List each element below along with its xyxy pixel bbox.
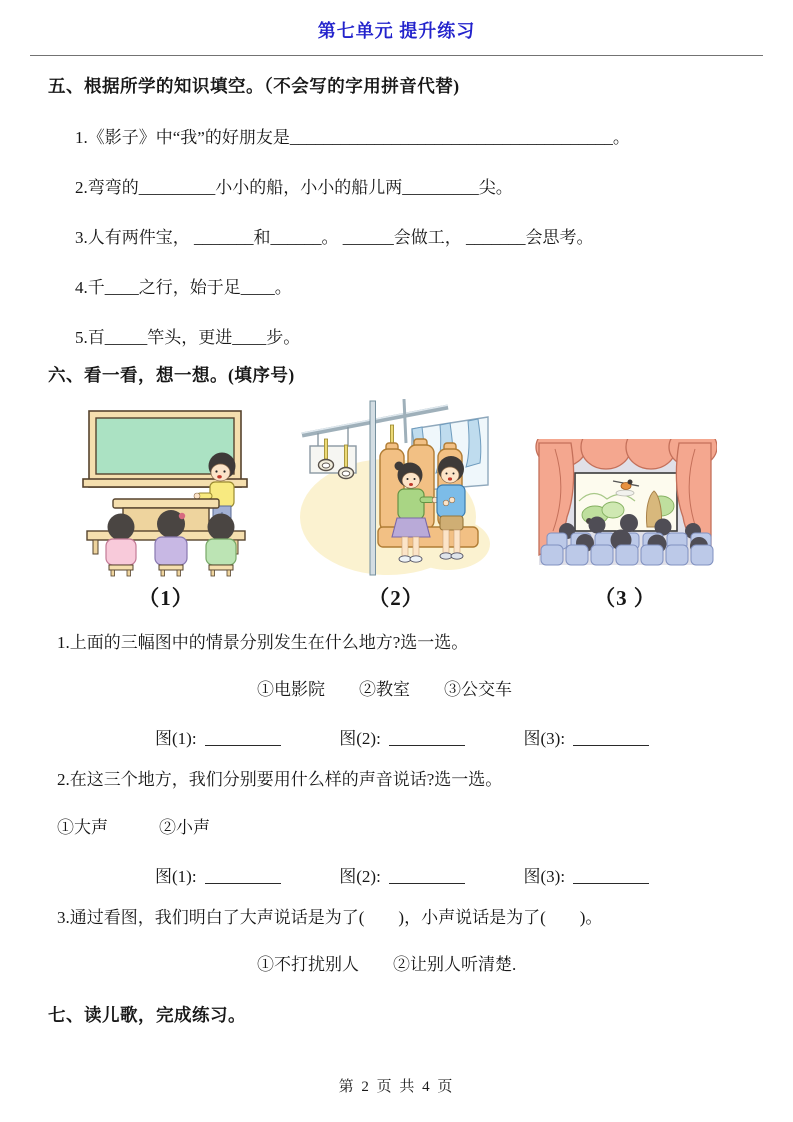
question-3-options: ①不打扰别人 ②让别人听清楚. <box>257 955 517 974</box>
fill-blank-item-4: 4.千____之行，始于足____。 <box>75 278 292 297</box>
answer-cell <box>524 724 704 749</box>
question-2-options: ①大声 ②小声 <box>57 818 210 837</box>
answer-blank <box>205 883 281 884</box>
figure-2-label: （2） <box>368 586 424 610</box>
answer-blank <box>573 883 649 884</box>
figure-3-label: （3 ） <box>594 586 656 610</box>
question-2-text: 2.在这三个地方，我们分别要用什么样的声音说话?选一选。 <box>57 770 503 789</box>
figure-2-bus <box>300 399 492 612</box>
section-7-heading: 七、读儿歌，完成练习。 <box>48 1005 246 1025</box>
blank-label-2: 图(2): <box>339 867 381 886</box>
blank-label-2: 图(2): <box>339 729 381 748</box>
answer-blank <box>573 745 649 746</box>
cinema-illustration <box>533 439 717 577</box>
answer-cell <box>155 862 335 887</box>
answer-cell <box>524 862 704 887</box>
section-5-heading: 五、根据所学的知识填空。（不会写的字用拼音代替) <box>48 76 460 96</box>
section-6-heading: 六、看一看，想一想。(填序号) <box>48 365 295 385</box>
page-title: 第七单元 提升练习 <box>317 21 476 41</box>
fill-blank-item-2: 2.弯弯的_________小小的船，小小的船儿两_________尖。 <box>75 178 513 197</box>
question-2-answer-row <box>155 862 793 887</box>
bus-illustration <box>300 399 492 577</box>
figure-1-label: （1） <box>138 586 194 610</box>
figures-row <box>73 399 717 612</box>
blank-label-3: 图(3): <box>523 867 566 886</box>
answer-cell <box>155 724 335 749</box>
header-divider <box>30 55 763 56</box>
answer-cell <box>339 862 519 887</box>
fill-blank-item-5: 5.百_____竿头，更进____步。 <box>75 328 301 347</box>
fill-blank-item-3: 3.人有两件宝， _______和______。 ______会做工， _______会思考。 <box>75 228 594 247</box>
blank-label-1: 图(1): <box>155 867 197 886</box>
question-1-options: ①电影院 ②教室 ③公交车 <box>257 680 512 699</box>
figure-3-cinema <box>533 439 717 612</box>
figure-1-classroom <box>73 405 259 612</box>
question-1-answer-row <box>155 724 793 749</box>
blank-label-3: 图(3): <box>523 729 566 748</box>
answer-blank <box>389 745 465 746</box>
blank-label-1: 图(1): <box>155 729 197 748</box>
question-3-text: 3.通过看图，我们明白了大声说话是为了( )，小声说话是为了( )。 <box>57 908 603 927</box>
answer-cell <box>339 724 519 749</box>
page-number: 第 2 页 共 4 页 <box>338 1079 455 1095</box>
answer-blank <box>205 745 281 746</box>
fill-blank-item-1: 1.《影子》中“我”的好朋友是______________________________________。 <box>75 128 630 147</box>
classroom-illustration <box>73 405 259 577</box>
answer-blank <box>389 883 465 884</box>
question-1-text: 1.上面的三幅图中的情景分别发生在什么地方?选一选。 <box>57 633 469 652</box>
